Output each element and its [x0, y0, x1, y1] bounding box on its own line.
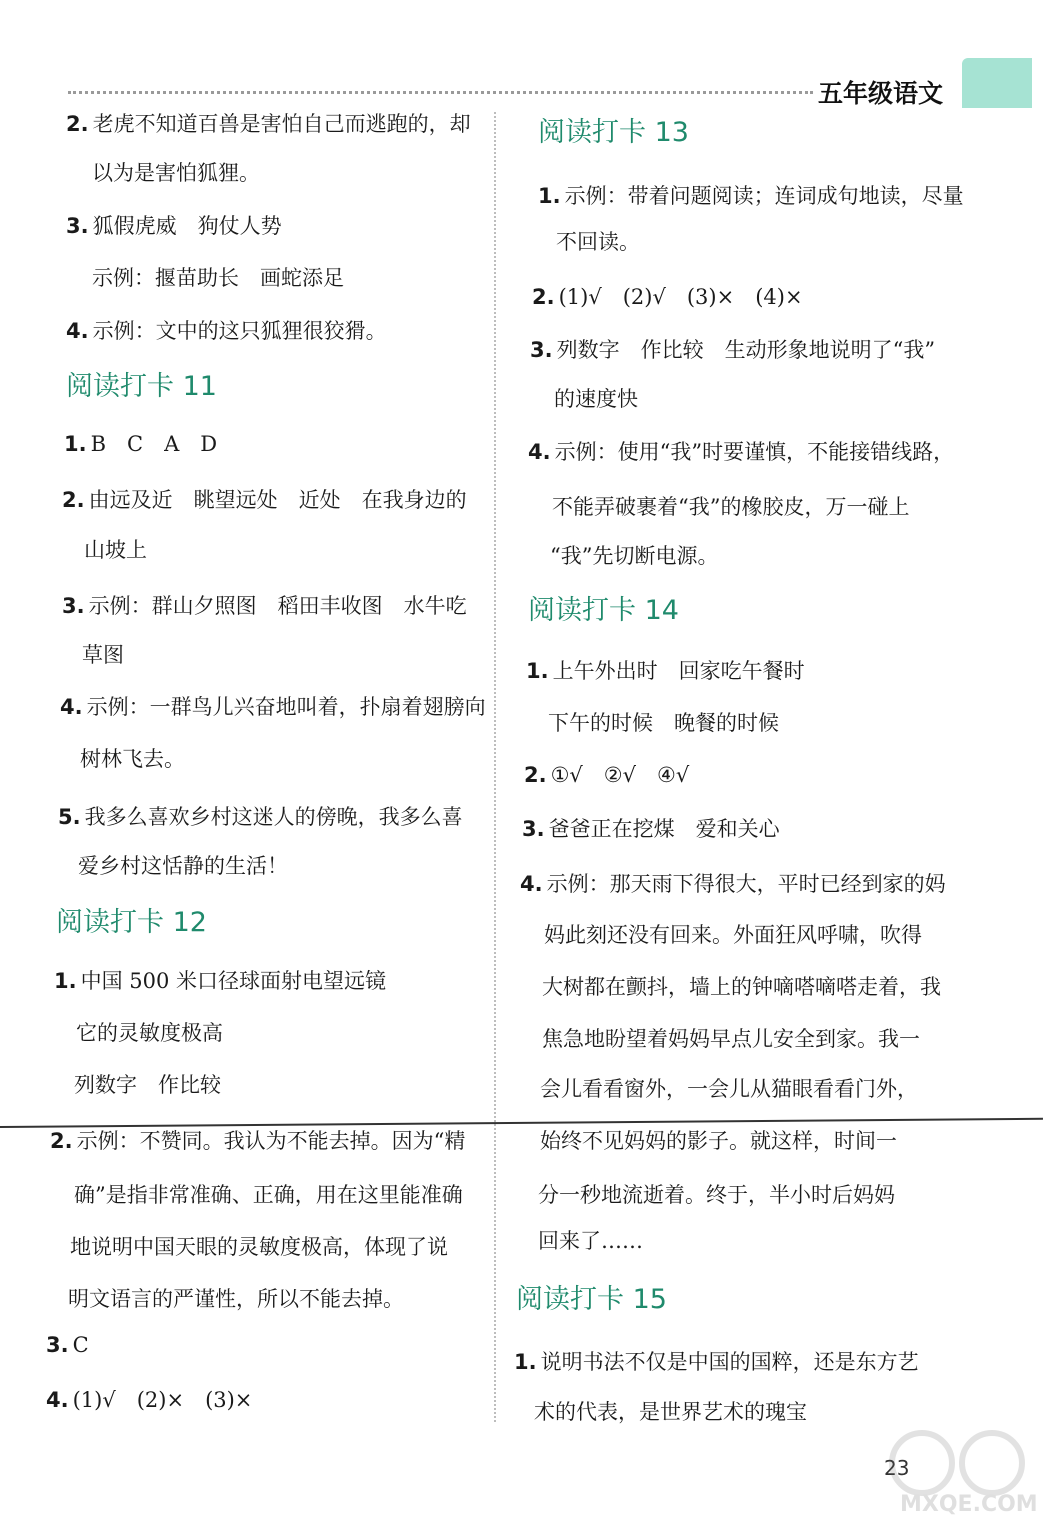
- item-number: 1.: [538, 184, 561, 208]
- answer-text: 妈此刻还没有回来。外面狂风呼啸，吹得: [544, 923, 922, 947]
- answer-continuation: [82, 640, 124, 670]
- answer-text: 示例：一群鸟儿兴奋地叫着，扑扇着翅膀向: [86, 695, 486, 719]
- header-dotted-rule: [68, 91, 813, 94]
- answer-text: 示例：带着问题阅读；连词成句地读，尽量: [564, 184, 964, 208]
- section-heading: 阅读打卡 13: [538, 117, 689, 148]
- answer-continuation: [68, 1284, 404, 1314]
- answer-item: [532, 282, 803, 312]
- answer-text: 老虎不知道百兽是害怕自己而逃跑的，却: [92, 112, 471, 136]
- answer-text: 上午外出时 回家吃午餐时: [552, 659, 805, 683]
- answer-continuation: [552, 492, 909, 522]
- answer-text: 的速度快: [554, 387, 638, 411]
- answer-continuation: [556, 227, 640, 257]
- answer-continuation: [544, 920, 922, 950]
- answer-text: “我”先切断电源。: [550, 544, 719, 568]
- answer-text: 焦急地盼望着妈妈早点儿安全到家。我一: [542, 1027, 920, 1051]
- answer-continuation: [538, 1226, 643, 1256]
- answer-text: 山坡上: [84, 538, 147, 562]
- answer-item: [524, 760, 689, 790]
- answer-text: 分一秒地流逝着。终于，半小时后妈妈: [538, 1183, 895, 1207]
- answer-text: 不能弄破裹着“我”的橡胶皮，万一碰上: [552, 495, 910, 519]
- item-number: 4.: [520, 872, 543, 896]
- header-tab: [962, 58, 1032, 108]
- answer-text: 示例：那天雨下得很大，平时已经到家的妈: [546, 872, 946, 896]
- item-number: 4.: [46, 1388, 69, 1412]
- item-number: 1.: [64, 432, 87, 456]
- answer-text: ①√ ②√ ④√: [550, 763, 690, 787]
- answer-text: 下午的时候 晚餐的时候: [548, 711, 779, 735]
- answer-text: 它的灵敏度极高: [76, 1021, 223, 1045]
- answer-text: 大树都在颤抖，墙上的钟嘀嗒嘀嗒走着，我: [542, 975, 941, 999]
- page-number: 23: [884, 1456, 910, 1480]
- answer-item: [66, 211, 282, 241]
- item-number: 1.: [514, 1350, 537, 1374]
- answer-continuation: [550, 541, 718, 571]
- answer-item: [60, 692, 486, 722]
- section-heading: 阅读打卡 11: [66, 371, 217, 402]
- answer-text: 爸爸正在挖煤 爱和关心: [548, 817, 780, 841]
- answer-text: 草图: [82, 643, 124, 667]
- answer-item: [514, 1347, 919, 1377]
- answer-item: [528, 437, 954, 467]
- item-number: 2.: [50, 1129, 73, 1153]
- answer-continuation: [92, 263, 344, 293]
- section-heading: 阅读打卡 15: [516, 1284, 667, 1315]
- item-number: 2.: [532, 285, 555, 309]
- answer-continuation: [548, 708, 779, 738]
- answer-continuation: [80, 744, 185, 774]
- answer-text: 说明书法不仅是中国的国粹，还是东方艺: [540, 1350, 919, 1374]
- answer-item: [526, 656, 805, 686]
- answer-text: 确”是指非常准确、正确，用在这里能准确: [74, 1183, 463, 1207]
- answer-text: 地说明中国天眼的灵敏度极高，体现了说: [70, 1235, 448, 1259]
- answer-text: 示例：不赞同。我认为不能去掉。因为“精: [76, 1129, 466, 1153]
- item-number: 3.: [530, 338, 553, 362]
- answer-item: [520, 869, 946, 899]
- answer-text: C: [72, 1333, 89, 1357]
- answer-item: [530, 335, 935, 365]
- item-number: 2.: [62, 488, 85, 512]
- answer-text: 会儿看看窗外，一会儿从猫眼看看门外，: [540, 1077, 918, 1101]
- item-number: 4.: [60, 695, 83, 719]
- answer-continuation: [74, 1180, 463, 1210]
- item-number: 3.: [46, 1333, 69, 1357]
- answer-continuation: [538, 1180, 895, 1210]
- header-title: 五年级语文: [818, 79, 944, 108]
- answer-item: [46, 1385, 252, 1415]
- answer-item: [66, 109, 471, 139]
- answer-item: [522, 814, 780, 844]
- item-number: 5.: [58, 805, 81, 829]
- answer-continuation: [74, 1070, 221, 1100]
- answer-text: 列数字 作比较: [74, 1073, 221, 1097]
- column-divider: [494, 112, 496, 1422]
- item-number: 3.: [66, 214, 89, 238]
- answer-continuation: [76, 1018, 223, 1048]
- answer-item: [54, 966, 386, 996]
- watermark-logo: [882, 1428, 1038, 1523]
- answer-text: 狐假虎威 狗仗人势: [92, 214, 282, 238]
- section-heading: 阅读打卡 14: [528, 595, 679, 626]
- item-number: 3.: [62, 594, 85, 618]
- answer-text: 示例：群山夕照图 稻田丰收图 水牛吃: [88, 594, 467, 618]
- answer-item: [46, 1330, 89, 1360]
- item-number: 1.: [526, 659, 549, 683]
- answer-continuation: [78, 851, 288, 881]
- answer-text: 不回读。: [556, 230, 640, 254]
- answer-item: [50, 1126, 465, 1156]
- answer-text: 术的代表，是世界艺术的瑰宝: [534, 1400, 807, 1424]
- answer-text: 爱乡村这恬静的生活！: [78, 854, 288, 878]
- answer-continuation: [534, 1397, 807, 1427]
- item-number: 3.: [522, 817, 545, 841]
- answer-text: 中国 500 米口径球面射电望远镜: [80, 969, 387, 993]
- answer-continuation: [84, 535, 147, 565]
- answer-continuation: [92, 158, 260, 188]
- answer-text: 我多么喜欢乡村这迷人的傍晚，我多么喜: [84, 805, 463, 829]
- answer-continuation: [542, 1024, 920, 1054]
- section-heading: 阅读打卡 12: [56, 907, 207, 938]
- item-number: 2.: [66, 112, 89, 136]
- answer-text: B C A D: [90, 432, 218, 456]
- answer-item: [538, 181, 964, 211]
- item-number: 4.: [66, 319, 89, 343]
- item-number: 4.: [528, 440, 551, 464]
- answer-text: 明文语言的严谨性，所以不能去掉。: [68, 1287, 404, 1311]
- answer-item: [62, 591, 467, 621]
- answer-text: (1)√ (2)× (3)×: [72, 1388, 253, 1412]
- answer-text: 以为是害怕狐狸。: [92, 161, 260, 185]
- item-number: 2.: [524, 763, 547, 787]
- answer-continuation: [542, 972, 941, 1002]
- answer-item: [62, 485, 467, 515]
- answer-item: [66, 316, 387, 346]
- answer-text: 示例：文中的这只狐狸很狡猾。: [92, 319, 387, 343]
- answer-item: [64, 429, 217, 459]
- answer-text: 由远及近 眺望远处 近处 在我身边的: [88, 488, 467, 512]
- answer-continuation: [70, 1232, 448, 1262]
- answer-continuation: [540, 1126, 897, 1156]
- answer-text: 树林飞去。: [80, 747, 185, 771]
- item-number: 1.: [54, 969, 77, 993]
- answer-text: 示例：使用“我”时要谨慎，不能接错线路，: [554, 440, 955, 464]
- answer-text: (1)√ (2)√ (3)× (4)×: [558, 285, 803, 309]
- answer-text: 示例：揠苗助长 画蛇添足: [92, 266, 344, 290]
- answer-text: 列数字 作比较 生动形象地说明了“我”: [556, 338, 936, 362]
- answer-text: 回来了……: [538, 1229, 643, 1253]
- watermark-text: MXQE.COM: [900, 1492, 1038, 1517]
- answer-continuation: [540, 1074, 918, 1104]
- answer-item: [58, 802, 463, 832]
- answer-continuation: [554, 384, 638, 414]
- answer-text: 始终不见妈妈的影子。就这样，时间一: [540, 1129, 897, 1153]
